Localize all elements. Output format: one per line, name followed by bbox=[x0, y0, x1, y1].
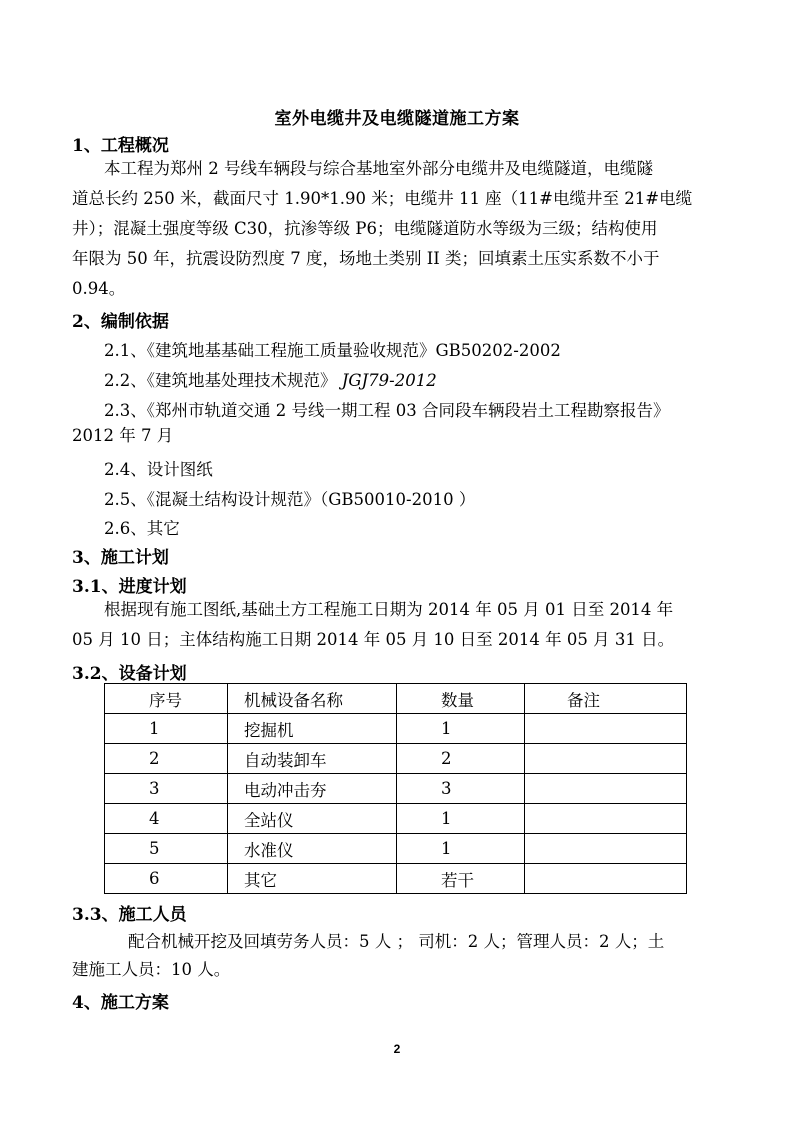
table-cell-quantity: 2 bbox=[397, 744, 525, 774]
section-heading-overview: 1、工程概况 bbox=[72, 136, 169, 156]
subsection-heading-schedule: 3.1、进度计划 bbox=[72, 577, 187, 597]
table-cell-index: 5 bbox=[105, 834, 228, 864]
staff-line-2: 建施工人员：10 人。 bbox=[72, 960, 231, 979]
column-header-index: 序号 bbox=[105, 684, 228, 714]
subsection-heading-staff: 3.3、施工人员 bbox=[72, 905, 187, 925]
overview-line-5: 0.94。 bbox=[72, 279, 126, 298]
table-row bbox=[105, 714, 687, 744]
table-cell-name: 挖掘机 bbox=[228, 714, 397, 744]
document-title: 室外电缆井及电缆隧道施工方案 bbox=[274, 109, 520, 129]
schedule-line-2: 05 月 10 日；主体结构施工日期 2014 年 05 月 10 日至 2014 年 05 月 31 日。 bbox=[72, 630, 675, 649]
table-cell-quantity: 1 bbox=[397, 804, 525, 834]
table-row bbox=[105, 744, 687, 774]
overview-line-2: 道总长约 250 米，截面尺寸 1.90*1.90 米；电缆井 11 座（11#电缆井至 21#电缆 bbox=[72, 189, 693, 208]
overview-line-4: 年限为 50 年，抗震设防烈度 7 度，场地土类别 II 类；回填素土压实系数不小于 bbox=[72, 249, 660, 268]
basis-item-2-1: 2.1、《建筑地基基础工程施工质量验收规范》GB50202-2002 bbox=[104, 341, 561, 360]
table-cell-remarks bbox=[525, 744, 687, 774]
section-heading-basis: 2、编制依据 bbox=[72, 312, 169, 332]
table-row bbox=[105, 804, 687, 834]
table-cell-remarks bbox=[525, 804, 687, 834]
column-header-name: 机械设备名称 bbox=[228, 684, 397, 714]
table-row bbox=[105, 834, 687, 864]
basis-item-2-2-code: JGJ79-2012 bbox=[341, 371, 437, 390]
table-cell-index: 2 bbox=[105, 744, 228, 774]
subsection-heading-equipment: 3.2、设备计划 bbox=[72, 664, 187, 684]
basis-item-2-3: 2.3、《郑州市轨道交通 2 号线一期工程 03 合同段车辆段岩土工程勘察报告》 bbox=[104, 401, 670, 420]
column-header-quantity: 数量 bbox=[397, 684, 525, 714]
overview-line-3: 井）；混凝土强度等级 C30，抗渗等级 P6；电缆隧道防水等级为三级；结构使用 bbox=[72, 219, 658, 238]
section-heading-plan: 3、施工计划 bbox=[72, 548, 169, 568]
basis-item-2-6: 2.6、其它 bbox=[104, 519, 180, 538]
table-cell-remarks bbox=[525, 864, 687, 894]
table-cell-quantity: 1 bbox=[397, 714, 525, 744]
basis-item-2-4: 2.4、设计图纸 bbox=[104, 460, 213, 479]
basis-item-2-3-date: 2012 年 7 月 bbox=[72, 426, 174, 445]
table-cell-quantity: 1 bbox=[397, 834, 525, 864]
table-cell-index: 3 bbox=[105, 774, 228, 804]
schedule-line-1: 根据现有施工图纸,基础土方工程施工日期为 2014 年 05 月 01 日至 2014 年 bbox=[104, 600, 674, 619]
table-row bbox=[105, 774, 687, 804]
table-cell-remarks bbox=[525, 714, 687, 744]
table-cell-name: 其它 bbox=[228, 864, 397, 894]
table-cell-index: 6 bbox=[105, 864, 228, 894]
table-cell-name: 全站仪 bbox=[228, 804, 397, 834]
overview-line-1: 本工程为郑州 2 号线车辆段与综合基地室外部分电缆井及电缆隧道，电缆隧 bbox=[104, 159, 653, 178]
basis-item-2-2-title: 2.2、《建筑地基处理技术规范》 bbox=[104, 371, 337, 390]
table-cell-quantity: 若干 bbox=[397, 864, 525, 894]
table-row bbox=[105, 864, 687, 894]
table-cell-quantity: 3 bbox=[397, 774, 525, 804]
table-cell-name: 电动冲击夯 bbox=[228, 774, 397, 804]
staff-line-1: 配合机械开挖及回填劳务人员：5 人 ； 司机：2 人；管理人员：2 人；土 bbox=[128, 932, 665, 951]
table-cell-name: 自动装卸车 bbox=[228, 744, 397, 774]
table-header-row bbox=[105, 684, 687, 714]
table-cell-index: 1 bbox=[105, 714, 228, 744]
table-cell-index: 4 bbox=[105, 804, 228, 834]
table-cell-remarks bbox=[525, 834, 687, 864]
basis-item-2-5: 2.5、《混凝土结构设计规范》（GB50010-2010 ） bbox=[104, 490, 476, 509]
basis-item-2-2 bbox=[104, 367, 437, 391]
table-cell-remarks bbox=[525, 774, 687, 804]
table-cell-name: 水准仪 bbox=[228, 834, 397, 864]
page-number: 2 bbox=[393, 1042, 401, 1056]
equipment-table bbox=[104, 683, 687, 894]
section-heading-scheme: 4、施工方案 bbox=[72, 993, 169, 1013]
column-header-remarks: 备注 bbox=[525, 684, 687, 714]
